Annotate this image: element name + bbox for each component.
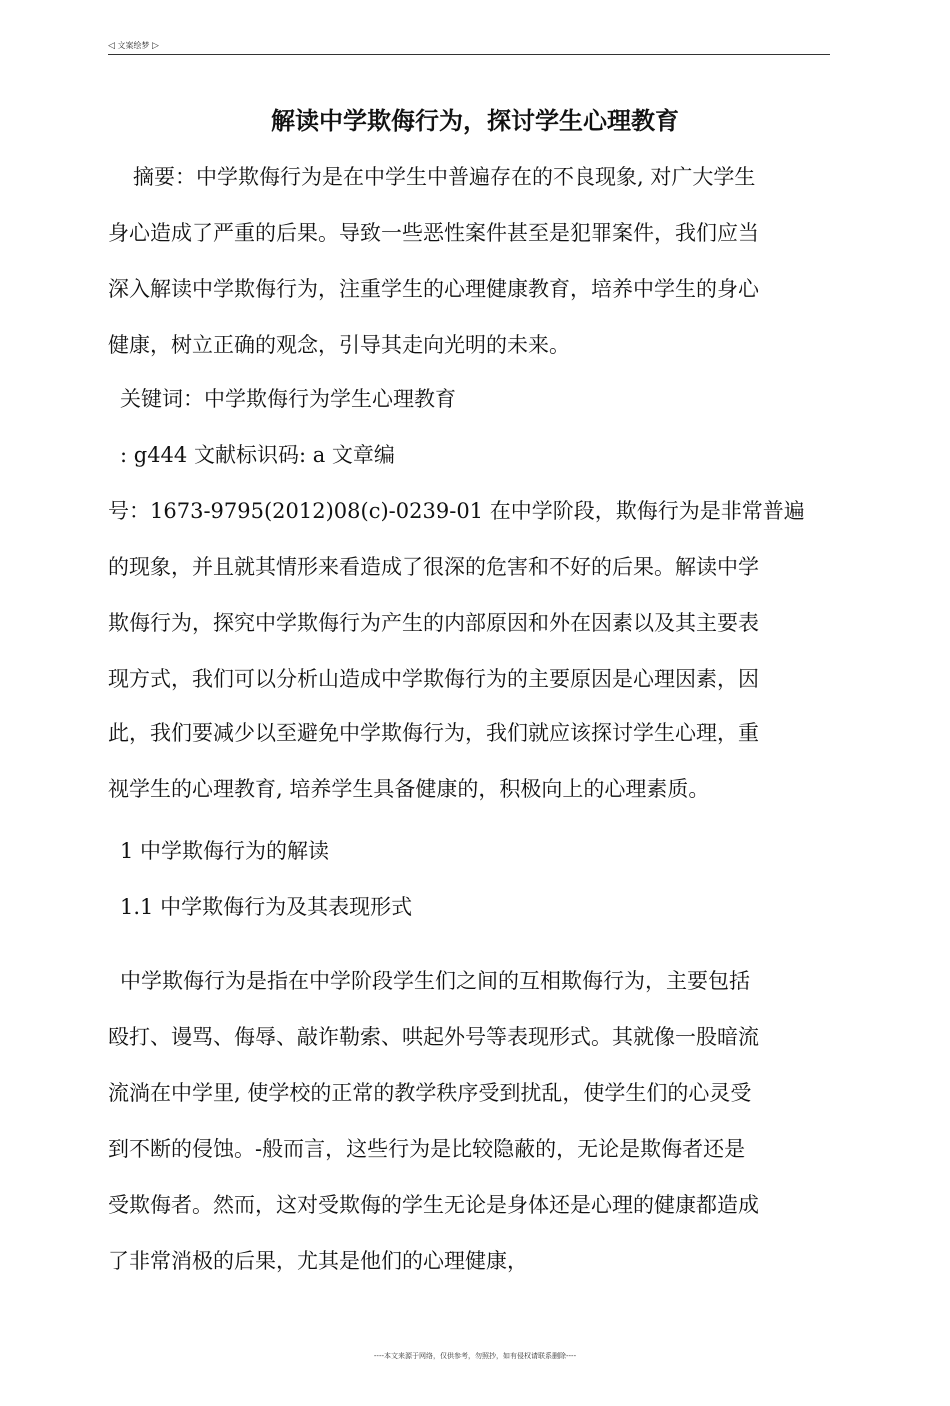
text-line: 1.1 中学欺侮行为及其表现形式 [120,895,413,919]
text-line: 视学生的心理教育, 培养学生具备健康的，积极向上的心理素质。 [108,777,710,801]
text-line: 的现象，并且就其情形来看造成了很深的危害和不好的后果。解读中学 [108,555,759,579]
right-triangle-icon: ▷ [152,41,159,51]
text-line: 摘要：中学欺侮行为是在中学生中普遍存在的不良现象, 对广大学生 [133,165,756,189]
text-line: 号：1673-9795(2012)08(c)-0239-01 在中学阶段，欺侮行为是非常普遍 [108,499,805,523]
left-triangle-icon: ◁ [108,41,115,51]
text-line: 1 中学欺侮行为的解读 [120,839,330,863]
text-line: 深入解读中学欺侮行为，注重学生的心理健康教育，培养中学生的身心 [108,277,759,301]
text-line: 到不断的侵蚀。-般而言，这些行为是比较隐蔽的，无论是欺侮者还是 [108,1137,746,1161]
header-text [108,40,159,51]
text-line: 中学欺侮行为是指在中学阶段学生们之间的互相欺侮行为，主要包括 [120,969,750,993]
text-line: 关键词：中学欺侮行为学生心理教育 [120,387,456,411]
text-line: 身心造成了严重的后果。导致一些恶性案件甚至是犯罪案件，我们应当 [108,221,759,245]
page-header [108,38,830,55]
text-line: 受欺侮者。然而，这对受欺侮的学生无论是身体还是心理的健康都造成 [108,1193,759,1217]
text-line: 欺侮行为，探究中学欺侮行为产生的内部原因和外在因素以及其主要表 [108,611,759,635]
header-label: 文案绘梦 [117,41,150,50]
text-line: 现方式，我们可以分析山造成中学欺侮行为的主要原因是心理因素，因 [108,667,759,691]
text-line: 此，我们要减少以至避免中学欺侮行为，我们就应该探讨学生心理，重 [108,721,759,745]
text-line: 流淌在中学里, 使学校的正常的教学秩序受到扰乱，使学生们的心灵受 [108,1081,752,1105]
document-title: 解读中学欺侮行为，探讨学生心理教育 [271,107,679,135]
footer-disclaimer: ----本文来源于网络，仅供参考，勿照抄，如有侵权请联系删除---- [373,1352,577,1360]
text-line: 健康，树立正确的观念，引导其走向光明的未来。 [108,333,570,357]
text-line: 了非常消极的后果，尤其是他们的心理健康， [108,1249,528,1273]
text-line: : g444 文献标识码: a 文章编 [120,443,395,467]
text-line: 殴打、谩骂、侮辱、敲诈勒索、哄起外号等表现形式。其就像一股暗流 [108,1025,759,1049]
